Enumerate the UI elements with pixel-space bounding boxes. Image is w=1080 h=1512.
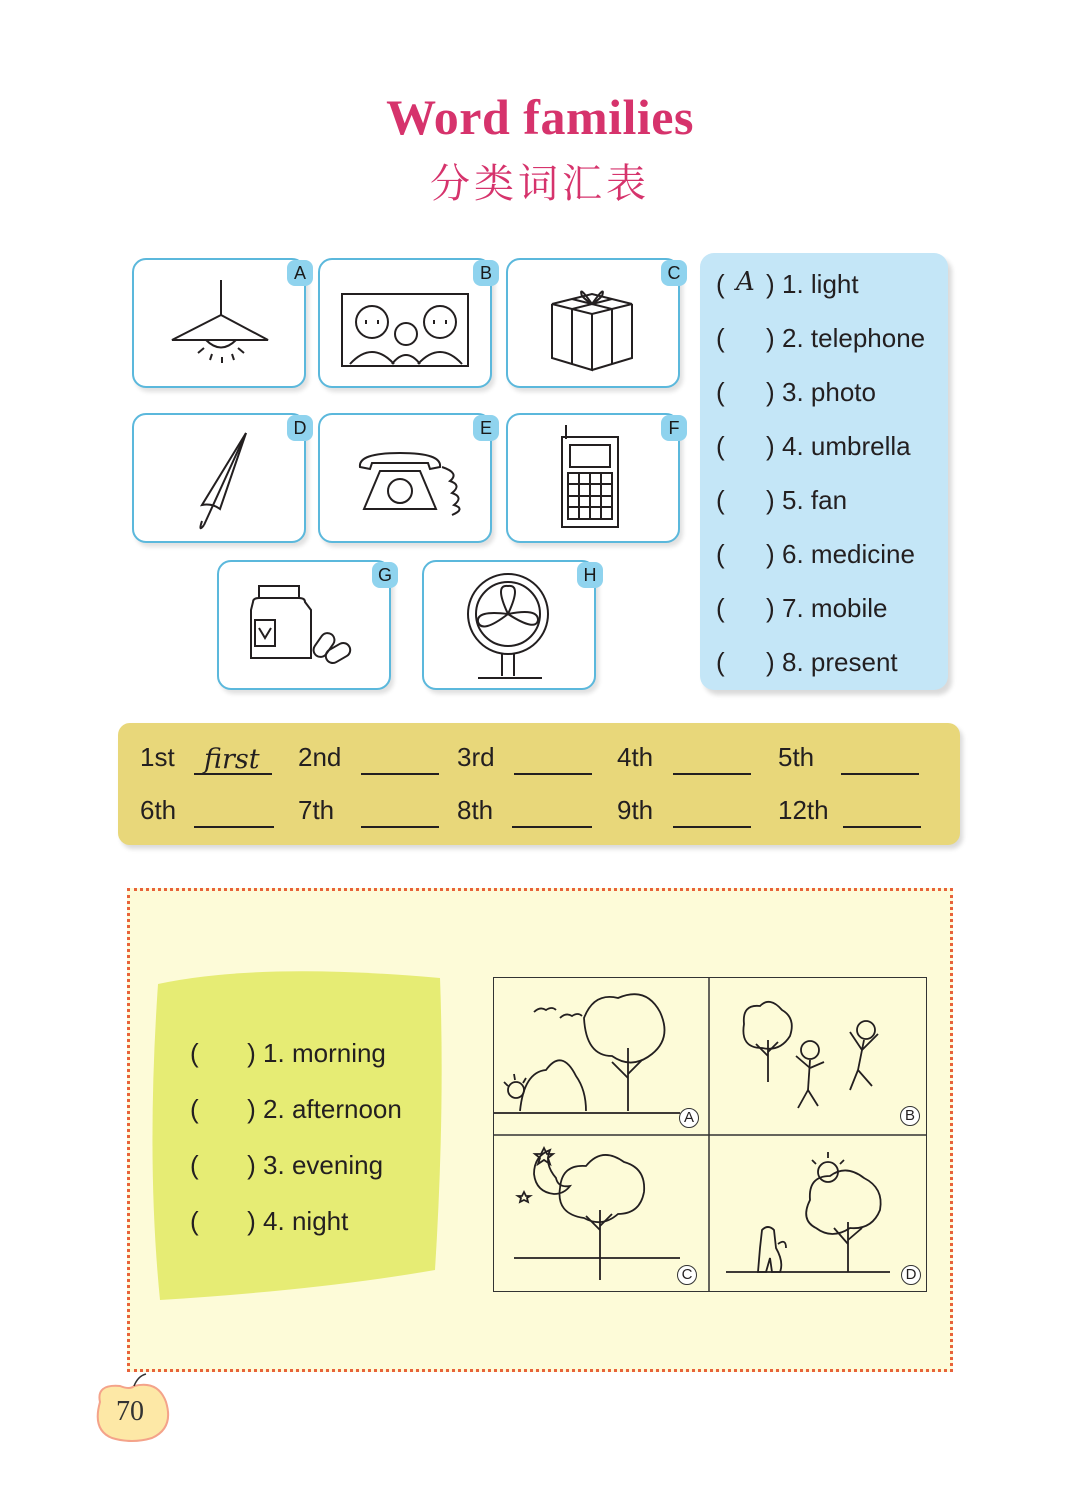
paren-close: ): [247, 1038, 256, 1068]
fan-icon: [424, 562, 594, 688]
scene-label-c: C: [677, 1265, 697, 1285]
gift-box-icon: [508, 260, 678, 386]
picture-card-g: [217, 560, 391, 690]
time-item: [190, 1150, 383, 1181]
scene-grid: [493, 977, 927, 1292]
vocab-word: 7. mobile: [782, 593, 888, 623]
picture-label-b: B: [473, 260, 499, 286]
paren-open: (: [716, 593, 725, 623]
paren-close: ): [766, 647, 775, 677]
paren-open: (: [716, 431, 725, 461]
time-item: [190, 1094, 402, 1125]
time-item: [190, 1206, 348, 1237]
picture-label-d: D: [287, 415, 313, 441]
picture-label-f: F: [661, 415, 687, 441]
scene-label-b: B: [900, 1106, 920, 1126]
ordinal-label: 12th: [778, 795, 829, 825]
paren-close: ): [766, 269, 775, 299]
paren-open: (: [190, 1038, 199, 1068]
ordinal-answer[interactable]: first: [204, 744, 260, 775]
vocabulary-panel: [700, 253, 948, 690]
time-word: 4. night: [263, 1206, 349, 1236]
umbrella-icon: [134, 415, 304, 541]
picture-card-f: [506, 413, 680, 543]
ordinal-label: 9th: [617, 795, 654, 825]
paren-open: (: [716, 647, 725, 677]
paren-close: ): [247, 1094, 256, 1124]
vocab-word: 8. present: [782, 647, 898, 677]
picture-card-e: [318, 413, 492, 543]
afternoon-play-scene-icon: [743, 1002, 878, 1108]
vocab-word: 2. telephone: [782, 323, 926, 353]
vocab-word: 1. light: [782, 269, 859, 299]
paren-open: (: [716, 377, 725, 407]
paren-close: ): [766, 323, 775, 353]
ordinal-label: 8th: [457, 795, 494, 825]
scene-label-d: D: [901, 1265, 921, 1285]
paren-open: (: [190, 1150, 199, 1180]
picture-card-d: [132, 413, 306, 543]
picture-label-g: G: [372, 562, 398, 588]
paren-close: ): [766, 485, 775, 515]
answer-line[interactable]: [194, 773, 272, 775]
scene-label-a: A: [679, 1108, 699, 1128]
time-word: 1. morning: [263, 1038, 386, 1068]
evening-dog-scene-icon: [726, 1152, 890, 1272]
ordinal-label: 6th: [140, 795, 177, 825]
vocab-word: 6. medicine: [782, 539, 915, 569]
time-word: 2. afternoon: [263, 1094, 402, 1124]
page-subtitle: 分类词汇表: [430, 161, 650, 207]
morning-scene-icon: [494, 994, 680, 1113]
answer-line[interactable]: [361, 826, 439, 828]
paren-open: (: [190, 1206, 199, 1236]
paren-open: (: [716, 269, 725, 299]
lamp-icon: [134, 260, 304, 386]
paren-close: ): [247, 1206, 256, 1236]
paren-close: ): [766, 539, 775, 569]
picture-card-a: [132, 258, 306, 388]
telephone-icon: [320, 415, 490, 541]
ordinal-label: 1st: [140, 742, 175, 772]
medicine-bottle-icon: [219, 562, 389, 688]
paren-close: ): [766, 593, 775, 623]
answer-line[interactable]: [361, 773, 439, 775]
ordinal-label: 3rd: [457, 742, 495, 772]
page-number: 70: [116, 1396, 144, 1427]
answer-handwritten[interactable]: A: [736, 267, 755, 297]
picture-label-a: A: [287, 260, 313, 286]
paren-open: (: [716, 485, 725, 515]
paren-close: ): [766, 377, 775, 407]
time-item: [190, 1038, 386, 1069]
picture-card-h: [422, 560, 596, 690]
mobile-phone-icon: [508, 415, 678, 541]
picture-label-e: E: [473, 415, 499, 441]
paren-open: (: [716, 539, 725, 569]
picture-label-h: H: [577, 562, 603, 588]
answer-line[interactable]: [194, 826, 274, 828]
time-word: 3. evening: [263, 1150, 384, 1180]
ordinal-label: 2nd: [298, 742, 342, 772]
paren-close: ): [766, 431, 775, 461]
answer-line[interactable]: [512, 826, 592, 828]
page-title: Word families: [386, 89, 694, 145]
ordinal-label: 4th: [617, 742, 654, 772]
answer-line[interactable]: [843, 826, 921, 828]
ordinal-label: 7th: [298, 795, 335, 825]
vocab-word: 5. fan: [782, 485, 848, 515]
ordinal-label: 5th: [778, 742, 815, 772]
vocab-word: 4. umbrella: [782, 431, 911, 461]
paren-close: ): [247, 1150, 256, 1180]
answer-line[interactable]: [673, 826, 751, 828]
vocab-word: 3. photo: [782, 377, 876, 407]
picture-label-c: C: [661, 260, 687, 286]
answer-line[interactable]: [514, 773, 592, 775]
answer-line[interactable]: [673, 773, 751, 775]
night-scene-icon: [514, 1148, 680, 1280]
picture-card-b: [318, 258, 492, 388]
picture-card-c: [506, 258, 680, 388]
answer-line[interactable]: [841, 773, 919, 775]
paren-open: (: [190, 1094, 199, 1124]
family-photo-icon: [320, 260, 490, 386]
paren-open: (: [716, 323, 725, 353]
yellow-blob: [140, 960, 450, 1310]
